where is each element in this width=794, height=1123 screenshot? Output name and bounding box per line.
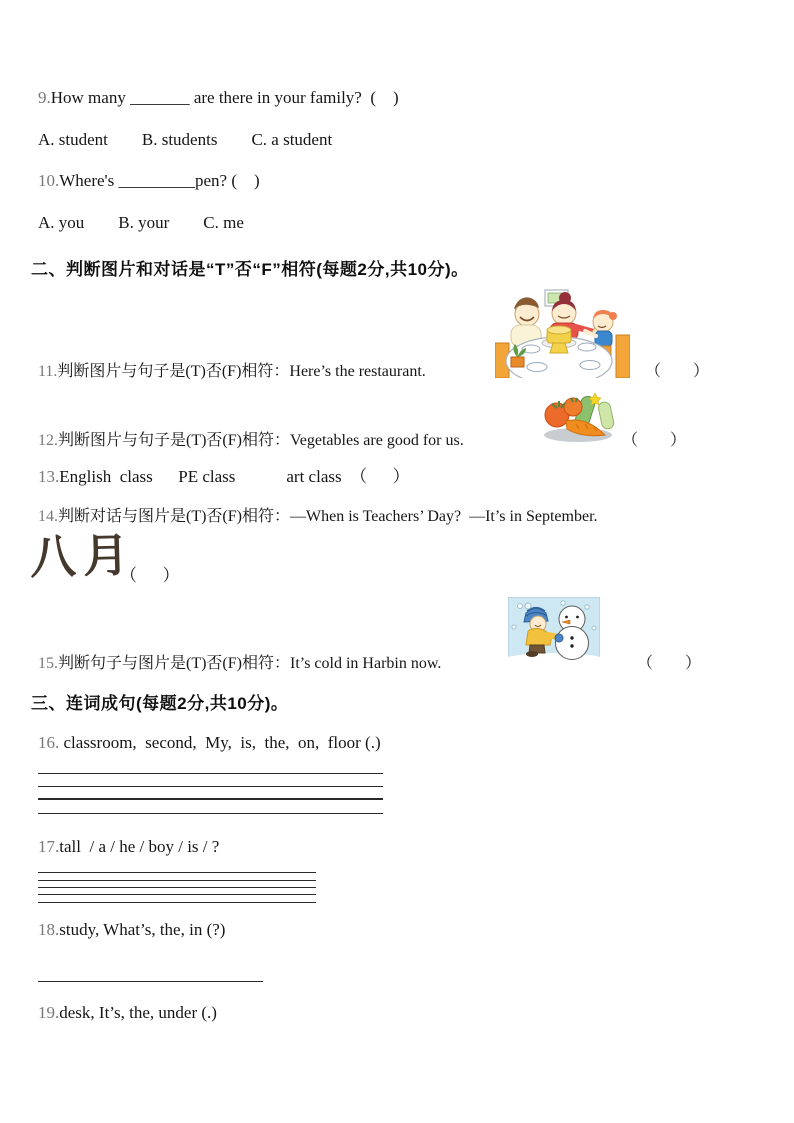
question-11 bbox=[38, 358, 426, 381]
question-13-number: 13. bbox=[38, 467, 60, 486]
answer-line bbox=[38, 880, 316, 881]
question-11-text: 判断图片与句子是(T)否(F)相符：Here’s the restaurant. bbox=[57, 363, 426, 380]
vegetables-illustration bbox=[538, 391, 623, 443]
question-19-number: 19. bbox=[38, 1003, 60, 1022]
answer-line bbox=[38, 887, 316, 888]
question-14-number: 14. bbox=[38, 508, 58, 525]
question-10-options: A. you B. your C. me bbox=[38, 213, 244, 232]
question-18-number: 18. bbox=[38, 920, 60, 939]
question-10 bbox=[38, 171, 260, 191]
question-14 bbox=[38, 503, 598, 526]
question-18 bbox=[38, 920, 225, 940]
question-15-number: 15. bbox=[38, 655, 58, 672]
answer-line bbox=[38, 798, 383, 800]
question-14-text: 判断对话与图片是(T)否(F)相符：—When is Teachers’ Day? —It’s in September. bbox=[58, 508, 598, 525]
question-17-text: tall / a / he / boy / is / ? bbox=[59, 837, 220, 856]
question-19 bbox=[38, 1003, 217, 1023]
question-15-answer-paren: （ ） bbox=[637, 655, 702, 672]
question-14-answer-paren: （ ） bbox=[120, 566, 180, 585]
question-16 bbox=[38, 733, 381, 753]
answer-line bbox=[38, 894, 316, 895]
question-9 bbox=[38, 88, 399, 108]
question-15 bbox=[38, 650, 441, 673]
question-10-number: 10. bbox=[38, 171, 60, 190]
question-12 bbox=[38, 427, 464, 450]
section-2-header: 二、判断图片和对话是“T”否“F”相符(每题2分,共10分)。 bbox=[31, 260, 469, 279]
question-9-number: 9. bbox=[38, 88, 51, 107]
question-17 bbox=[38, 837, 219, 857]
question-12-answer-paren: （ ） bbox=[622, 432, 687, 449]
answer-line bbox=[38, 902, 316, 903]
question-9-text: How many _______ are there in your family? ( ) bbox=[50, 88, 399, 107]
question-12-number: 12. bbox=[38, 432, 58, 449]
question-11-answer-paren: （ ） bbox=[645, 363, 710, 380]
question-13 bbox=[38, 462, 410, 487]
question-13-text: English class PE class art class （ ） bbox=[59, 467, 410, 486]
question-11-number: 11. bbox=[38, 363, 58, 380]
question-14-brush-answer: 八月 bbox=[29, 527, 137, 585]
question-9-options: A. student B. students C. a student bbox=[38, 130, 333, 149]
answer-line bbox=[38, 981, 263, 982]
answer-line bbox=[38, 773, 383, 774]
question-16-text: classroom, second, My, is, the, on, floor (.) bbox=[59, 733, 381, 752]
question-15-text: 判断句子与图片是(T)否(F)相符：It’s cold in Harbin now. bbox=[58, 655, 442, 672]
question-10-text: Where's _________pen? ( ) bbox=[59, 171, 260, 190]
answer-line bbox=[38, 872, 316, 873]
answer-line bbox=[38, 786, 383, 787]
question-16-number: 16. bbox=[38, 733, 60, 752]
snowman-illustration bbox=[508, 597, 600, 661]
section-3-header: 三、连词成句(每题2分,共10分)。 bbox=[31, 694, 289, 713]
question-12-text: 判断图片与句子是(T)否(F)相符：Vegetables are good for us. bbox=[58, 432, 464, 449]
question-17-number: 17. bbox=[38, 837, 60, 856]
answer-line bbox=[38, 813, 383, 814]
question-19-text: desk, It’s, the, under (.) bbox=[59, 1003, 217, 1022]
question-18-text: study, What’s, the, in (?) bbox=[59, 920, 226, 939]
restaurant-illustration bbox=[495, 285, 630, 378]
